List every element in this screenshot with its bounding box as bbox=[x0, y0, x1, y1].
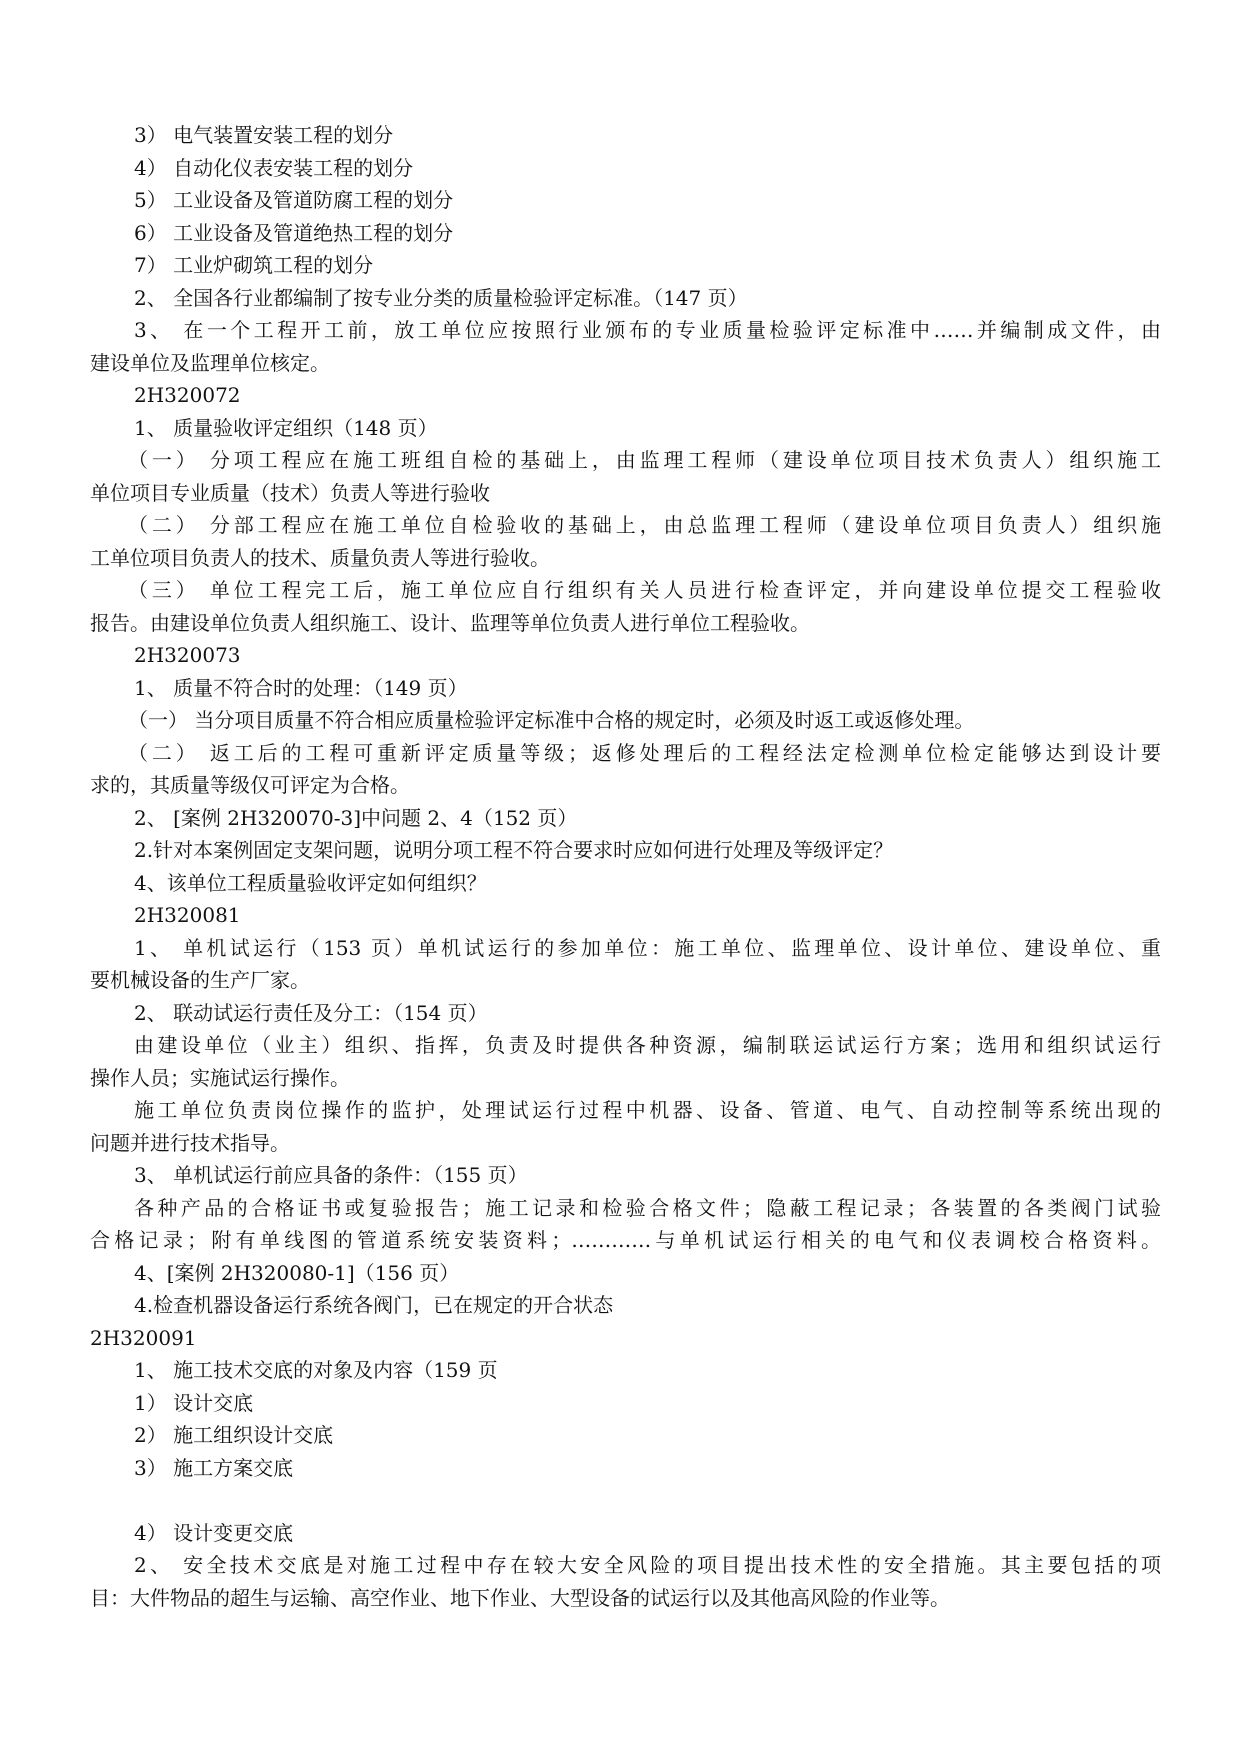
text-line: 2、 [案例 2H320070-3]中问题 2、4（152 页） bbox=[134, 805, 578, 830]
text-line: 1） 设计交底 bbox=[134, 1390, 254, 1415]
text-line: 各种产品的合格证书或复验报告；施工记录和检验合格文件；隐蔽工程记录；各装置的各类阀门试验 bbox=[134, 1195, 1161, 1220]
text-line: （三） 单位工程完工后，施工单位应自行组织有关人员进行检查评定，并向建设单位提交工程验收 bbox=[128, 578, 1161, 602]
text-line: 4） 自动化仪表安装工程的划分 bbox=[134, 155, 414, 180]
text-line: 目：大件物品的超生与运输、高空作业、地下作业、大型设备的试运行以及其他高风险的作业等。 bbox=[90, 1585, 950, 1610]
text-line: 2H320072 bbox=[134, 383, 241, 407]
text-line: 6） 工业设备及管道绝热工程的划分 bbox=[134, 220, 454, 245]
text-line: 由建设单位（业主）组织、指挥，负责及时提供各种资源，编制联运试运行方案；选用和组织试运行 bbox=[134, 1033, 1161, 1057]
text-line: 施工单位负责岗位操作的监护，处理试运行过程中机器、设备、管道、电气、自动控制等系统出现的 bbox=[134, 1098, 1161, 1122]
text-line: 4.检查机器设备运行系统各阀门，已在规定的开合状态 bbox=[134, 1293, 614, 1317]
text-line: 3、 单机试运行前应具备的条件：（155 页） bbox=[134, 1163, 528, 1187]
text-line: 问题并进行技术指导。 bbox=[90, 1130, 290, 1155]
text-line: 单位项目专业质量（技术）负责人等进行验收 bbox=[90, 480, 490, 505]
text-line: 4） 设计变更交底 bbox=[134, 1520, 294, 1545]
text-line: 报告。由建设单位负责人组织施工、设计、监理等单位负责人进行单位工程验收。 bbox=[90, 610, 810, 635]
text-line: 1、 单机试运行（153 页）单机试运行的参加单位：施工单位、监理单位、设计单位、建设单位、重 bbox=[134, 935, 1161, 960]
text-line: 2、 全国各行业都编制了按专业分类的质量检验评定标准。（147 页） bbox=[134, 285, 748, 310]
text-line: （二） 分部工程应在施工单位自检验收的基础上，由总监理工程师（建设单位项目负责人）组织施 bbox=[128, 513, 1161, 537]
text-line: 建设单位及监理单位核定。 bbox=[90, 350, 330, 375]
text-line: （一） 分项工程应在施工班组自检的基础上，由监理工程师（建设单位项目技术负责人）组织施工 bbox=[128, 448, 1161, 472]
text-line: 工单位项目负责人的技术、质量负责人等进行验收。 bbox=[90, 545, 550, 570]
text-line: 2H320081 bbox=[134, 903, 241, 927]
text-line: 1、 质量不符合时的处理：（149 页） bbox=[134, 675, 468, 700]
text-line: （二） 返工后的工程可重新评定质量等级；返修处理后的工程经法定检测单位检定能够达到设计要 bbox=[128, 740, 1161, 765]
text-line: 2、 安全技术交底是对施工过程中存在较大安全风险的项目提出技术性的安全措施。其主要包括的项 bbox=[134, 1553, 1161, 1577]
text-line: 2、 联动试运行责任及分工：（154 页） bbox=[134, 1000, 488, 1025]
text-line: 2.针对本案例固定支架问题，说明分项工程不符合要求时应如何进行处理及等级评定？ bbox=[134, 838, 894, 862]
text-line: 5） 工业设备及管道防腐工程的划分 bbox=[134, 188, 454, 212]
text-line: 3） 施工方案交底 bbox=[134, 1455, 294, 1480]
text-line: 4、该单位工程质量验收评定如何组织？ bbox=[134, 870, 487, 895]
text-line: （一） 当分项目质量不符合相应质量检验评定标准中合格的规定时，必须及时返工或返修处理。 bbox=[128, 708, 975, 732]
blank-line bbox=[90, 1484, 1161, 1517]
text-line: 求的，其质量等级仅可评定为合格。 bbox=[90, 773, 410, 797]
text-line: 3、 在一个工程开工前，放工单位应按照行业颁布的专业质量检验评定标准中……并编制成文件，由 bbox=[134, 318, 1161, 342]
text-line: 操作人员；实施试运行操作。 bbox=[90, 1065, 350, 1090]
text-line: 1、 施工技术交底的对象及内容（159 页 bbox=[134, 1358, 498, 1382]
text-line: 2H320091 bbox=[90, 1325, 197, 1350]
text-line: 合格记录；附有单线图的管道系统安装资料；…………与单机试运行相关的电气和仪表调校合格资料。 bbox=[90, 1228, 1161, 1252]
document-body bbox=[90, 119, 1161, 1614]
text-line: 2H320073 bbox=[134, 643, 241, 667]
text-line: 7） 工业炉砌筑工程的划分 bbox=[134, 253, 374, 277]
text-line: 3） 电气装置安装工程的划分 bbox=[134, 123, 394, 147]
text-line: 要机械设备的生产厂家。 bbox=[90, 968, 310, 992]
text-line: 1、 质量验收评定组织（148 页） bbox=[134, 415, 438, 440]
text-line: 2） 施工组织设计交底 bbox=[134, 1423, 334, 1447]
text-line: 4、[案例 2H320080-1]（156 页） bbox=[134, 1260, 460, 1285]
